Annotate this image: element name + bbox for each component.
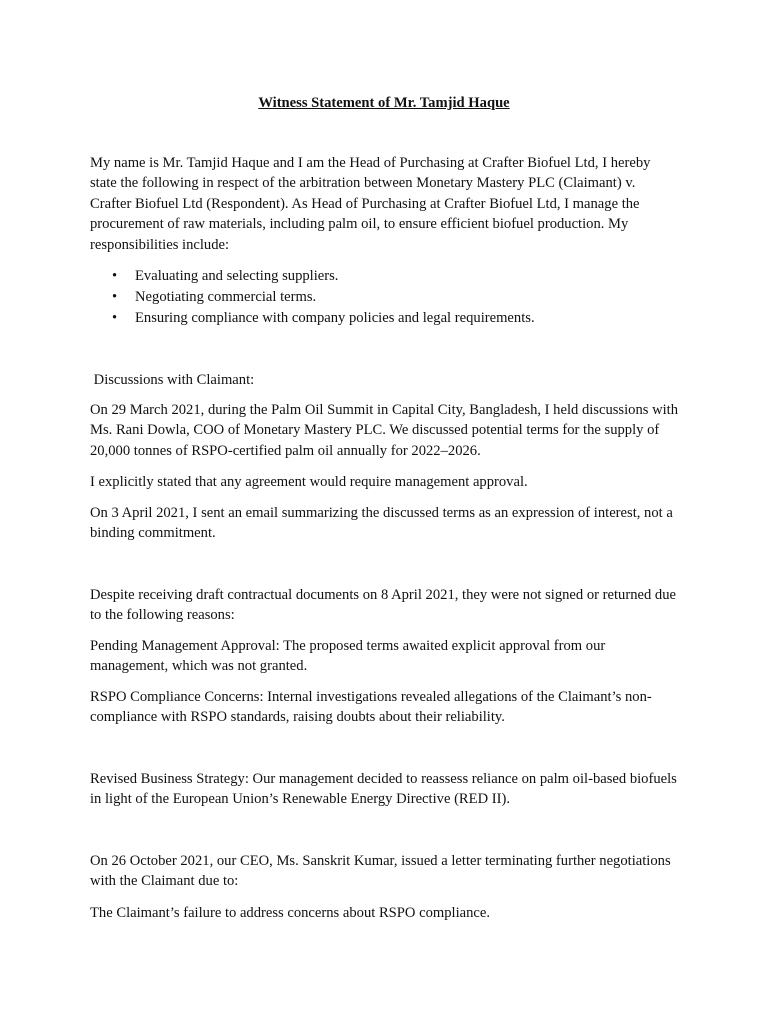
list-item-text: Ensuring compliance with company policies and legal requirements.: [135, 309, 535, 326]
termination-paragraph: On 26 October 2021, our CEO, Ms. Sanskrit Kumar, issued a letter terminating further negotiations with the Claimant due to:: [90, 853, 671, 890]
list-item: [90, 308, 680, 329]
bullet-icon: •: [112, 268, 118, 284]
email-paragraph: On 3 April 2021, I sent an email summarizing the discussed terms as an expression of interest, not a binding commitment.: [90, 505, 673, 542]
rspo-failure-paragraph: The Claimant’s failure to address concerns about RSPO compliance.: [90, 905, 491, 921]
list-item-text: Negotiating commercial terms.: [135, 288, 317, 305]
section-heading: Discussions with Claimant:: [90, 372, 255, 388]
bullet-icon: •: [112, 288, 118, 305]
summit-paragraph: On 29 March 2021, during the Palm Oil Summit in Capital City, Bangladesh, I held discussions with Ms. Rani Dowla, COO of Monetary Mastery PLC. We discussed potential terms for the supply of 20,000 tonnes of RSPO-certified palm oil annually for 2022–2026.: [90, 402, 679, 459]
business-strategy-paragraph: Revised Business Strategy: Our management decided to reassess reliance on palm oil-based biofuels in light of the European Union’s Renewable Energy Directive (RED II).: [90, 771, 677, 808]
intro-paragraph: My name is Mr. Tamjid Haque and I am the Head of Purchasing at Crafter Biofuel Ltd, I hereby state the following in respect of the arbitration between Monetary Mastery PLC (Claimant) v. Crafter Biofuel Ltd (Respondent). As Head of Purchasing at Crafter Biofuel Ltd, I manage the procurement of raw materials, including palm oil, to ensure efficient biofuel production. My responsibilities include:: [90, 155, 651, 253]
list-item: [90, 266, 680, 287]
list-item-text: Evaluating and selecting suppliers.: [135, 268, 339, 284]
approval-paragraph: I explicitly stated that any agreement would require management approval.: [90, 474, 528, 490]
document-title: Witness Statement of Mr. Tamjid Haque: [258, 95, 510, 111]
list-item: [90, 287, 680, 308]
management-approval-paragraph: Pending Management Approval: The proposed terms awaited explicit approval from our management, which was not granted.: [90, 638, 606, 675]
bullet-icon: •: [112, 309, 118, 326]
rspo-concerns-paragraph: RSPO Compliance Concerns: Internal investigations revealed allegations of the Claimant’s non-compliance with RSPO standards, raising doubts about their reliability.: [90, 689, 652, 726]
draft-documents-paragraph: Despite receiving draft contractual documents on 8 April 2021, they were not signed or returned due to the following reasons:: [90, 587, 677, 624]
responsibilities-list: [90, 266, 680, 328]
